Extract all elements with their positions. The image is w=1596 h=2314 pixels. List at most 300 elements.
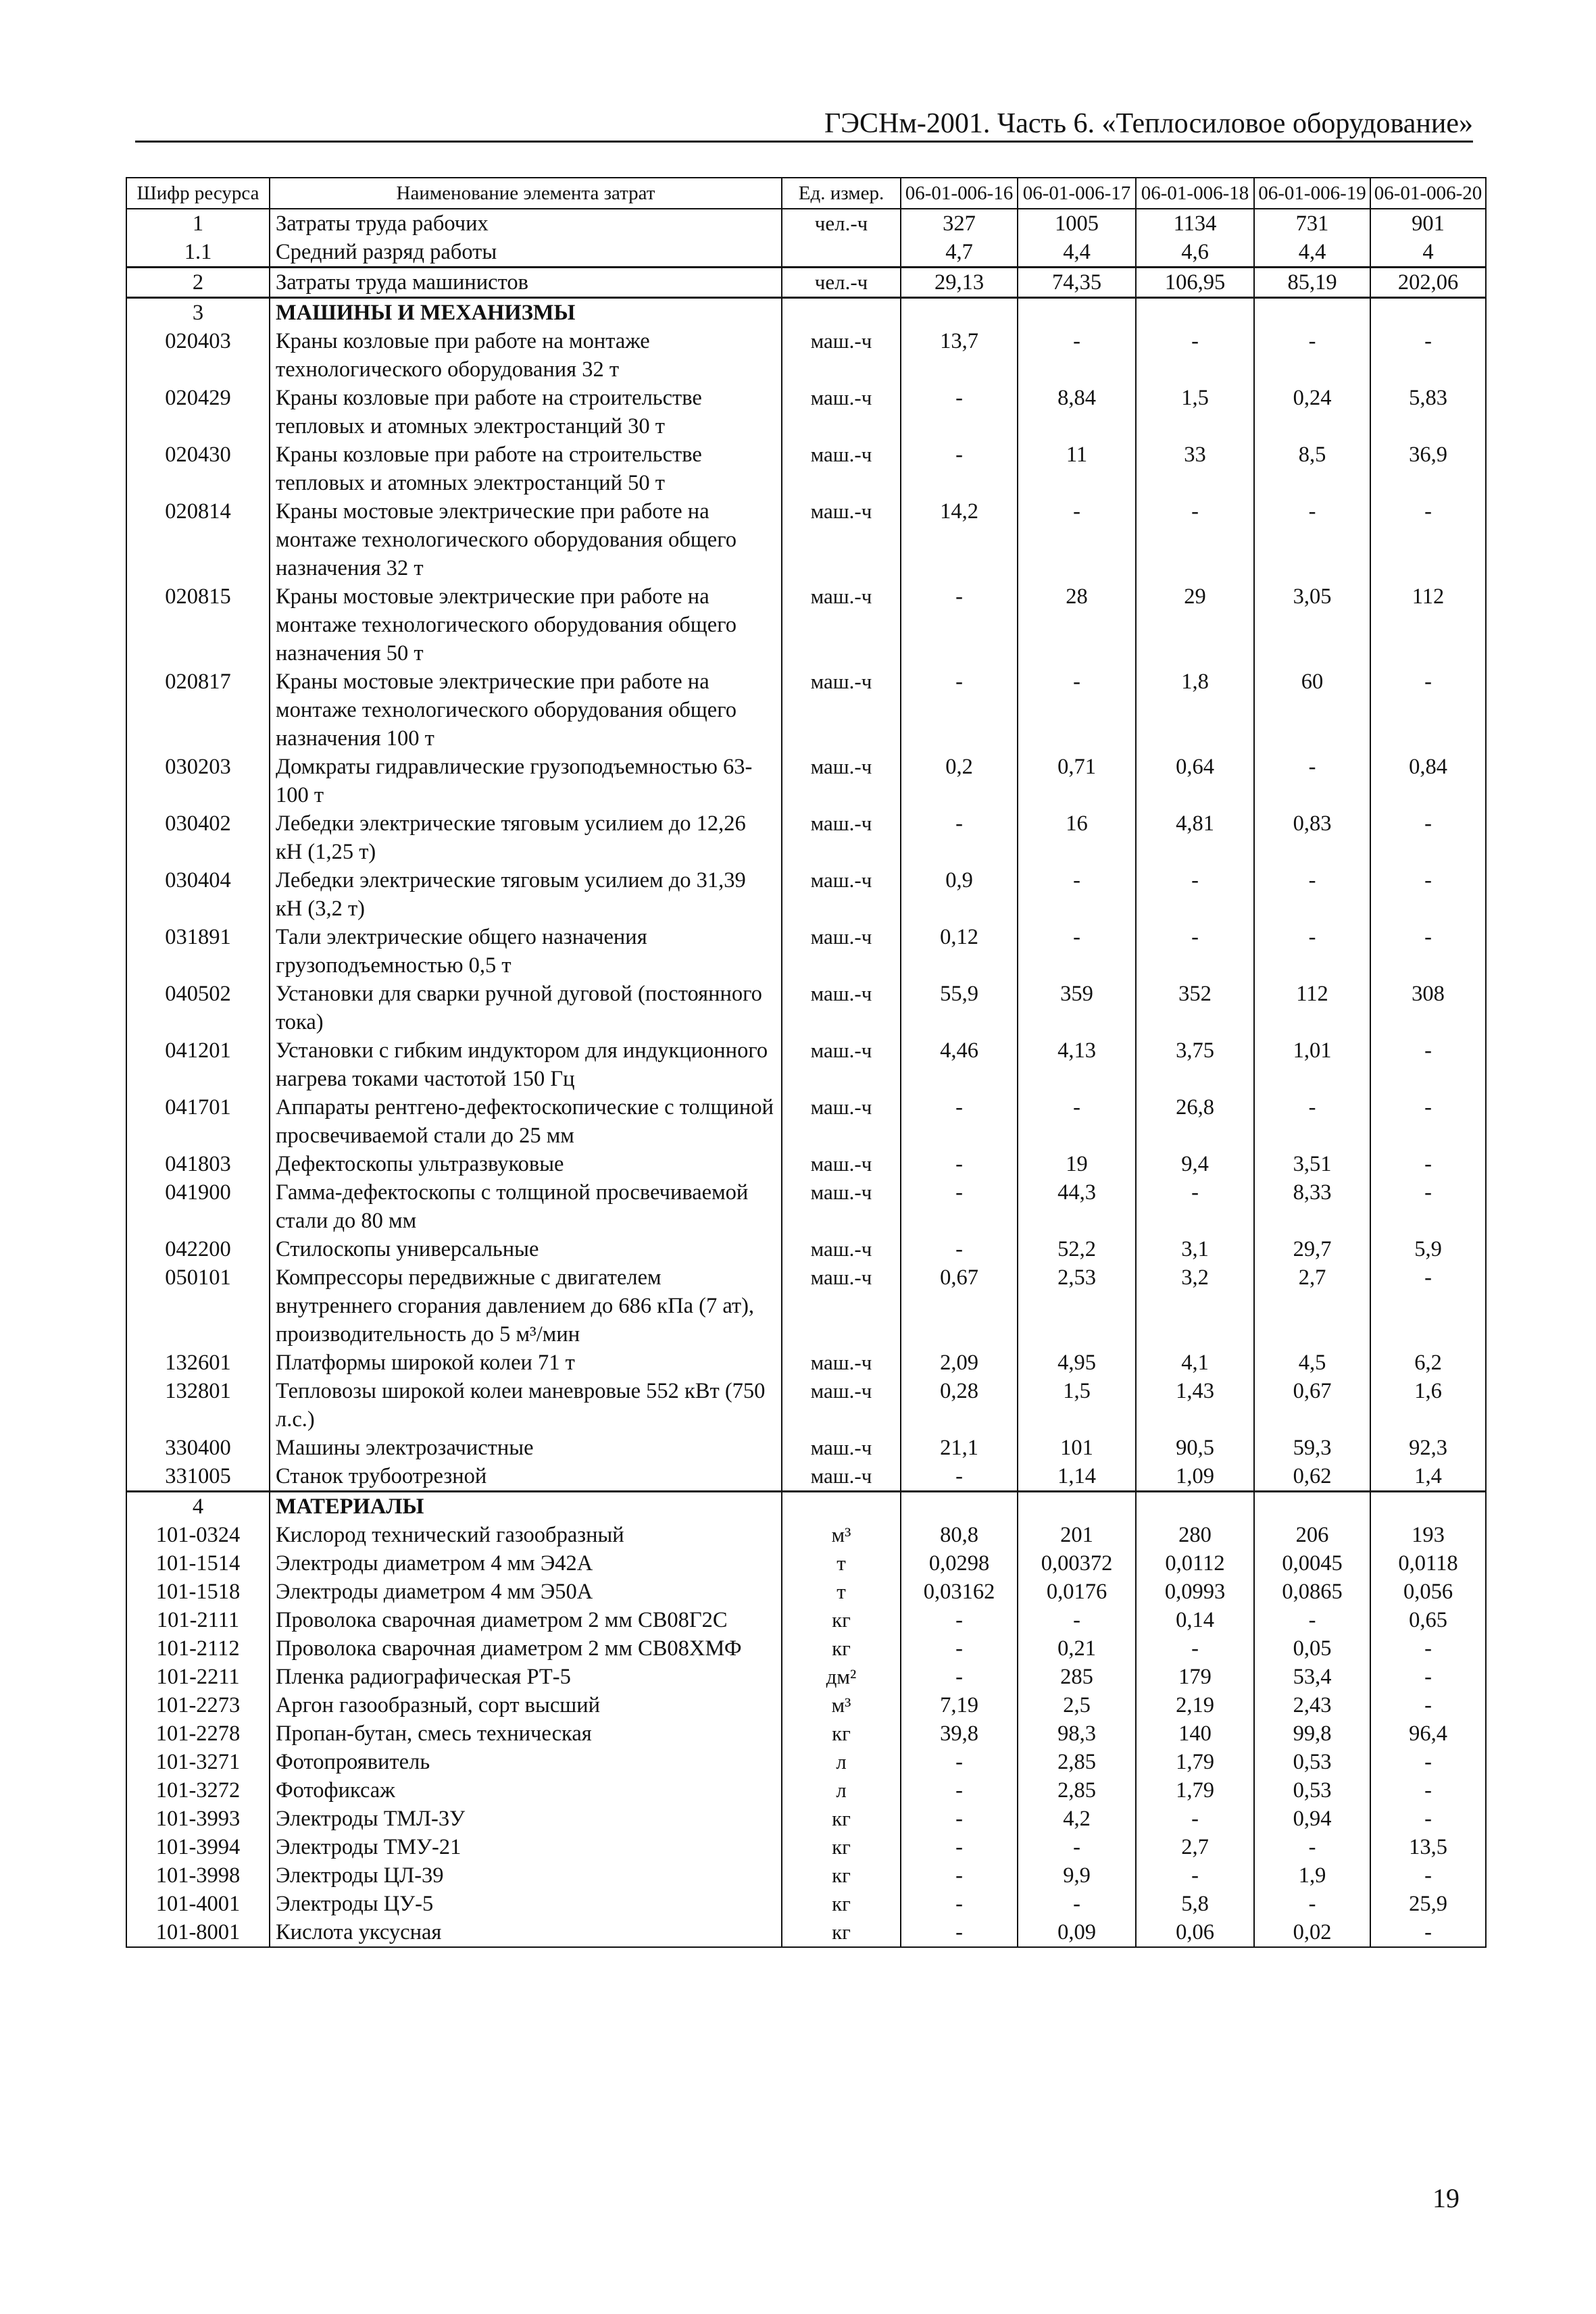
cell-unit: дм² — [782, 1663, 901, 1691]
cell-value: 5,83 — [1370, 384, 1486, 441]
table-row — [126, 1663, 1486, 1691]
page-number: 19 — [1432, 2183, 1460, 2213]
cell-code: 101-2273 — [126, 1691, 270, 1719]
table-row — [126, 1833, 1486, 1861]
cell-value: 193 — [1370, 1521, 1486, 1549]
cell-name: Фотопроявитель — [270, 1748, 782, 1776]
cell-unit: маш.-ч — [782, 1150, 901, 1178]
cell-value: - — [1018, 1606, 1136, 1634]
cell-value — [901, 1492, 1018, 1521]
cell-value: 90,5 — [1136, 1434, 1254, 1462]
table-row — [126, 268, 1486, 298]
cell-value: 0,056 — [1370, 1578, 1486, 1606]
cell-value: 4,2 — [1018, 1805, 1136, 1833]
cell-value: - — [1018, 327, 1136, 384]
cell-unit: кг — [782, 1918, 901, 1947]
table-row — [126, 1377, 1486, 1434]
cell-value: - — [901, 1805, 1018, 1833]
table-row — [126, 809, 1486, 866]
cell-value: 140 — [1136, 1719, 1254, 1748]
cell-value: - — [1254, 1890, 1370, 1918]
cell-value: - — [1370, 809, 1486, 866]
cell-code: 041803 — [126, 1150, 270, 1178]
cell-value: 0,9 — [901, 866, 1018, 923]
cell-name: Лебедки электрические тяговым усилием до 31,39 кН (3,2 т) — [270, 866, 782, 923]
cell-value: 2,43 — [1254, 1691, 1370, 1719]
table-row — [126, 866, 1486, 923]
cell-value: - — [1370, 1093, 1486, 1150]
cell-value: 0,0112 — [1136, 1549, 1254, 1578]
cell-unit: маш.-ч — [782, 980, 901, 1036]
cell-value: 0,09 — [1018, 1918, 1136, 1947]
cell-value: 0,00372 — [1018, 1549, 1136, 1578]
cell-code: 101-0324 — [126, 1521, 270, 1549]
cell-value: - — [901, 1890, 1018, 1918]
cell-value: - — [1018, 1833, 1136, 1861]
cell-value — [1136, 1492, 1254, 1521]
cell-value: 13,5 — [1370, 1833, 1486, 1861]
cell-value: 1,09 — [1136, 1462, 1254, 1492]
table-row — [126, 1549, 1486, 1578]
cell-value: - — [1018, 1890, 1136, 1918]
cell-value: - — [1254, 753, 1370, 809]
cell-value: - — [1254, 1606, 1370, 1634]
cell-value: 101 — [1018, 1434, 1136, 1462]
cell-value: 4,7 — [901, 238, 1018, 268]
cell-value: - — [1370, 1150, 1486, 1178]
cell-value: 106,95 — [1136, 268, 1254, 298]
cell-code: 030404 — [126, 866, 270, 923]
cell-value: 29,13 — [901, 268, 1018, 298]
cell-value: 1,14 — [1018, 1462, 1136, 1492]
cell-name: Установки с гибким индуктором для индукционного нагрева токами частотой 150 Гц — [270, 1036, 782, 1093]
cell-value: 0,0865 — [1254, 1578, 1370, 1606]
cell-code: 330400 — [126, 1434, 270, 1462]
table-row — [126, 497, 1486, 582]
cell-code: 101-3998 — [126, 1861, 270, 1890]
table-row — [126, 298, 1486, 328]
cell-value: 352 — [1136, 980, 1254, 1036]
cell-unit: л — [782, 1748, 901, 1776]
table-row — [126, 384, 1486, 441]
cell-value: 4,95 — [1018, 1349, 1136, 1377]
cell-value: 0,53 — [1254, 1748, 1370, 1776]
cell-unit: кг — [782, 1719, 901, 1748]
table-row — [126, 1093, 1486, 1150]
cell-value: 5,8 — [1136, 1890, 1254, 1918]
cell-value: 1,4 — [1370, 1462, 1486, 1492]
cell-value: 4,4 — [1254, 238, 1370, 268]
cell-name: Электроды ТМЛ-3У — [270, 1805, 782, 1833]
cell-code: 101-8001 — [126, 1918, 270, 1947]
cell-code: 050101 — [126, 1263, 270, 1349]
cell-code: 1.1 — [126, 238, 270, 268]
cell-value — [901, 298, 1018, 328]
cell-unit: маш.-ч — [782, 1263, 901, 1349]
cell-value: 0,14 — [1136, 1606, 1254, 1634]
cell-value: 8,5 — [1254, 441, 1370, 497]
table-row — [126, 1861, 1486, 1890]
cell-value: - — [1136, 327, 1254, 384]
cell-value: - — [1254, 1833, 1370, 1861]
cell-value: 55,9 — [901, 980, 1018, 1036]
cell-value: 0,65 — [1370, 1606, 1486, 1634]
page-header-title: ГЭСНм-2001. Часть 6. «Теплосиловое оборудование» — [824, 108, 1473, 139]
cell-value: 3,1 — [1136, 1235, 1254, 1263]
cell-value: 2,19 — [1136, 1691, 1254, 1719]
cell-code: 020429 — [126, 384, 270, 441]
cell-unit: кг — [782, 1606, 901, 1634]
cell-value: 29 — [1136, 582, 1254, 668]
header-col-3: 06-01-006-18 — [1136, 178, 1254, 209]
cell-code: 020814 — [126, 497, 270, 582]
cell-name: Тепловозы широкой колеи маневровые 552 кВт (750 л.с.) — [270, 1377, 782, 1434]
cell-value: 2,7 — [1136, 1833, 1254, 1861]
table-row — [126, 1634, 1486, 1663]
cell-value: 1,79 — [1136, 1748, 1254, 1776]
cell-value — [1370, 298, 1486, 328]
cell-value: - — [1370, 1748, 1486, 1776]
cell-value: 98,3 — [1018, 1719, 1136, 1748]
cell-name: Лебедки электрические тяговым усилием до 12,26 кН (1,25 т) — [270, 809, 782, 866]
cell-value: 36,9 — [1370, 441, 1486, 497]
cell-name: Электроды диаметром 4 мм Э50А — [270, 1578, 782, 1606]
cell-value: 0,83 — [1254, 809, 1370, 866]
cell-value: 3,2 — [1136, 1263, 1254, 1349]
cell-value: 0,05 — [1254, 1634, 1370, 1663]
header-unit: Ед. измер. — [782, 178, 901, 209]
cell-value: 92,3 — [1370, 1434, 1486, 1462]
cell-value: 60 — [1254, 668, 1370, 753]
table-row — [126, 1036, 1486, 1093]
cell-value: 112 — [1254, 980, 1370, 1036]
cell-name: Краны козловые при работе на строительстве тепловых и атомных электростанций 50 т — [270, 441, 782, 497]
cell-name: Электроды ТМУ-21 — [270, 1833, 782, 1861]
cell-value: 2,53 — [1018, 1263, 1136, 1349]
cell-value: 0,67 — [901, 1263, 1018, 1349]
cell-value: 0,0045 — [1254, 1549, 1370, 1578]
cell-value: 96,4 — [1370, 1719, 1486, 1748]
table-row — [126, 582, 1486, 668]
cell-value: - — [1018, 497, 1136, 582]
cell-value: 206 — [1254, 1521, 1370, 1549]
cell-value: 2,85 — [1018, 1748, 1136, 1776]
cell-value: - — [901, 1093, 1018, 1150]
cell-value: 308 — [1370, 980, 1486, 1036]
cell-name: Электроды ЦЛ-39 — [270, 1861, 782, 1890]
cell-unit: кг — [782, 1861, 901, 1890]
cell-value: 53,4 — [1254, 1663, 1370, 1691]
cell-unit: л — [782, 1776, 901, 1805]
cell-value — [1018, 298, 1136, 328]
cell-name: Кислота уксусная — [270, 1918, 782, 1947]
cell-value: 202,06 — [1370, 268, 1486, 298]
cell-value — [1136, 298, 1254, 328]
cell-value: 8,84 — [1018, 384, 1136, 441]
cell-value: 1,79 — [1136, 1776, 1254, 1805]
cell-name: Компрессоры передвижные с двигателем внутреннего сгорания давлением до 686 кПа (7 ат), производительность до 5 м³/мин — [270, 1263, 782, 1349]
cell-value: 0,21 — [1018, 1634, 1136, 1663]
table-row — [126, 1918, 1486, 1947]
cell-unit: маш.-ч — [782, 441, 901, 497]
cell-value: 0,64 — [1136, 753, 1254, 809]
cell-value: 280 — [1136, 1521, 1254, 1549]
table-row — [126, 238, 1486, 268]
cell-value: - — [1136, 1805, 1254, 1833]
cell-value: 1,5 — [1018, 1377, 1136, 1434]
cell-value: 26,8 — [1136, 1093, 1254, 1150]
cell-code: 4 — [126, 1492, 270, 1521]
table-row — [126, 1890, 1486, 1918]
cell-value: - — [901, 384, 1018, 441]
cell-value: 0,67 — [1254, 1377, 1370, 1434]
cell-unit: м³ — [782, 1521, 901, 1549]
cell-value: - — [1370, 1918, 1486, 1947]
table-row — [126, 1178, 1486, 1235]
cell-unit: маш.-ч — [782, 1349, 901, 1377]
cell-code: 132601 — [126, 1349, 270, 1377]
cell-name: Электроды диаметром 4 мм Э42А — [270, 1549, 782, 1578]
cell-value: 327 — [901, 209, 1018, 238]
cell-value: 0,03162 — [901, 1578, 1018, 1606]
cell-value: 52,2 — [1018, 1235, 1136, 1263]
cell-name: Краны козловые при работе на монтаже технологического оборудования 32 т — [270, 327, 782, 384]
cell-value — [1254, 1492, 1370, 1521]
cell-value: 6,2 — [1370, 1349, 1486, 1377]
cell-unit: маш.-ч — [782, 1434, 901, 1462]
cell-value: - — [1370, 1036, 1486, 1093]
cell-code: 101-2278 — [126, 1719, 270, 1748]
cell-value: 14,2 — [901, 497, 1018, 582]
cell-name: Пленка радиографическая РТ-5 — [270, 1663, 782, 1691]
cell-unit — [782, 238, 901, 268]
cell-value: 1,8 — [1136, 668, 1254, 753]
cell-code: 101-2111 — [126, 1606, 270, 1634]
cell-value: 25,9 — [1370, 1890, 1486, 1918]
cell-value: - — [1370, 327, 1486, 384]
cell-value: 9,4 — [1136, 1150, 1254, 1178]
cell-unit: маш.-ч — [782, 1235, 901, 1263]
cell-value: 0,2 — [901, 753, 1018, 809]
cell-value: - — [901, 1178, 1018, 1235]
cell-code: 020817 — [126, 668, 270, 753]
cell-value: 19 — [1018, 1150, 1136, 1178]
cell-value: - — [901, 1861, 1018, 1890]
cell-value: 8,33 — [1254, 1178, 1370, 1235]
cell-value: 2,7 — [1254, 1263, 1370, 1349]
cell-code: 101-2211 — [126, 1663, 270, 1691]
cell-value: 359 — [1018, 980, 1136, 1036]
cell-code: 101-3994 — [126, 1833, 270, 1861]
cell-value: 2,85 — [1018, 1776, 1136, 1805]
cell-unit — [782, 298, 901, 328]
cell-code: 1 — [126, 209, 270, 238]
cell-value: 4,13 — [1018, 1036, 1136, 1093]
cell-value: 1,5 — [1136, 384, 1254, 441]
cell-value: 39,8 — [901, 1719, 1018, 1748]
cell-code: 020815 — [126, 582, 270, 668]
cell-value: - — [901, 1918, 1018, 1947]
cell-value: - — [1136, 923, 1254, 980]
cell-value: - — [1370, 668, 1486, 753]
table-header-row — [126, 178, 1486, 209]
cell-value: 4,4 — [1018, 238, 1136, 268]
cell-name: Пропан-бутан, смесь техническая — [270, 1719, 782, 1748]
cell-value — [1018, 1492, 1136, 1521]
cell-name: Проволока сварочная диаметром 2 мм СВ08ХМФ — [270, 1634, 782, 1663]
cell-value: - — [1370, 1776, 1486, 1805]
cell-value: 80,8 — [901, 1521, 1018, 1549]
cell-code: 101-2112 — [126, 1634, 270, 1663]
cell-code: 020430 — [126, 441, 270, 497]
cell-code: 101-1514 — [126, 1549, 270, 1578]
cell-value: 0,84 — [1370, 753, 1486, 809]
cell-code: 020403 — [126, 327, 270, 384]
cell-value: - — [901, 1833, 1018, 1861]
table-row — [126, 668, 1486, 753]
cell-value: - — [1018, 1093, 1136, 1150]
cell-unit: т — [782, 1549, 901, 1578]
table-row — [126, 1805, 1486, 1833]
table-row — [126, 1492, 1486, 1521]
cell-unit: маш.-ч — [782, 1093, 901, 1150]
cell-value: 4,81 — [1136, 809, 1254, 866]
cell-value: 0,0118 — [1370, 1549, 1486, 1578]
table-row — [126, 753, 1486, 809]
cell-value: 0,0298 — [901, 1549, 1018, 1578]
cell-code: 041701 — [126, 1093, 270, 1150]
cell-name: МАШИНЫ И МЕХАНИЗМЫ — [270, 298, 782, 328]
cell-name: Затраты труда рабочих — [270, 209, 782, 238]
cell-value: - — [1254, 1093, 1370, 1150]
cell-name: Стилоскопы универсальные — [270, 1235, 782, 1263]
table-row — [126, 1349, 1486, 1377]
cell-value — [1254, 298, 1370, 328]
cell-value: 4,6 — [1136, 238, 1254, 268]
cell-name: Краны мостовые электрические при работе на монтаже технологического оборудования общего назначения 100 т — [270, 668, 782, 753]
table-row — [126, 1462, 1486, 1492]
cell-code: 101-3271 — [126, 1748, 270, 1776]
table-row — [126, 1719, 1486, 1748]
cell-name: Аппараты рентгено-дефектоскопические с толщиной просвечиваемой стали до 25 мм — [270, 1093, 782, 1150]
cell-unit: чел.-ч — [782, 209, 901, 238]
table-row — [126, 1521, 1486, 1549]
cell-unit: кг — [782, 1833, 901, 1861]
cell-value: - — [1254, 497, 1370, 582]
cell-name: Краны мостовые электрические при работе на монтаже технологического оборудования общего назначения 32 т — [270, 497, 782, 582]
cell-value: 3,51 — [1254, 1150, 1370, 1178]
table-row — [126, 1263, 1486, 1349]
cell-value — [1370, 1492, 1486, 1521]
cell-unit: кг — [782, 1634, 901, 1663]
cell-unit: т — [782, 1578, 901, 1606]
table-row — [126, 1776, 1486, 1805]
cell-value: 9,9 — [1018, 1861, 1136, 1890]
cell-value: 2,09 — [901, 1349, 1018, 1377]
cell-unit: чел.-ч — [782, 268, 901, 298]
cell-unit — [782, 1492, 901, 1521]
cell-name: Тали электрические общего назначения грузоподъемностью 0,5 т — [270, 923, 782, 980]
cell-unit: маш.-ч — [782, 1178, 901, 1235]
cell-name: Платформы широкой колеи 71 т — [270, 1349, 782, 1377]
table-row — [126, 980, 1486, 1036]
cell-value: 3,05 — [1254, 582, 1370, 668]
cell-value: - — [901, 1235, 1018, 1263]
cell-code: 031891 — [126, 923, 270, 980]
cell-code: 331005 — [126, 1462, 270, 1492]
cell-value: - — [1254, 327, 1370, 384]
cell-name: Домкраты гидравлические грузоподъемностью 63-100 т — [270, 753, 782, 809]
cell-unit: маш.-ч — [782, 1036, 901, 1093]
table-row — [126, 1748, 1486, 1776]
cell-value: - — [901, 1776, 1018, 1805]
table-row — [126, 1606, 1486, 1634]
table-row — [126, 327, 1486, 384]
cell-name: Кислород технический газообразный — [270, 1521, 782, 1549]
cell-value: 4,5 — [1254, 1349, 1370, 1377]
cell-value: 33 — [1136, 441, 1254, 497]
cell-name: Затраты труда машинистов — [270, 268, 782, 298]
cell-unit: м³ — [782, 1691, 901, 1719]
cell-value: - — [1136, 1178, 1254, 1235]
cell-value: 4,1 — [1136, 1349, 1254, 1377]
cell-code: 040502 — [126, 980, 270, 1036]
cell-unit: маш.-ч — [782, 1462, 901, 1492]
cell-value: - — [1136, 866, 1254, 923]
table-body — [126, 209, 1486, 1947]
cell-unit: маш.-ч — [782, 1377, 901, 1434]
cell-value: 44,3 — [1018, 1178, 1136, 1235]
header-code: Шифр ресурса — [126, 178, 270, 209]
cell-name: Аргон газообразный, сорт высший — [270, 1691, 782, 1719]
cell-value: 0,62 — [1254, 1462, 1370, 1492]
cell-value: - — [1370, 1634, 1486, 1663]
cell-code: 041201 — [126, 1036, 270, 1093]
header-col-5: 06-01-006-20 — [1370, 178, 1486, 209]
cell-unit: маш.-ч — [782, 497, 901, 582]
cell-value: - — [901, 1748, 1018, 1776]
cell-value: 7,19 — [901, 1691, 1018, 1719]
cell-value: 4,46 — [901, 1036, 1018, 1093]
cell-name: Краны мостовые электрические при работе на монтаже технологического оборудования общего назначения 50 т — [270, 582, 782, 668]
cell-value: - — [1136, 497, 1254, 582]
cell-value: - — [901, 668, 1018, 753]
cell-value: - — [901, 1150, 1018, 1178]
cell-value: 1,43 — [1136, 1377, 1254, 1434]
cell-value: - — [1370, 1263, 1486, 1349]
cell-code: 101-3993 — [126, 1805, 270, 1833]
cell-value: 1,6 — [1370, 1377, 1486, 1434]
cell-unit: кг — [782, 1805, 901, 1833]
cell-value: - — [1254, 923, 1370, 980]
cell-name: Фотофиксаж — [270, 1776, 782, 1805]
cell-value: 179 — [1136, 1663, 1254, 1691]
table-row — [126, 209, 1486, 238]
header-divider — [135, 141, 1473, 143]
cell-unit: маш.-ч — [782, 753, 901, 809]
cell-name: Станок трубоотрезной — [270, 1462, 782, 1492]
cell-value: - — [1370, 1861, 1486, 1890]
table-row — [126, 1691, 1486, 1719]
cell-value: 85,19 — [1254, 268, 1370, 298]
cell-value: - — [901, 1462, 1018, 1492]
cell-unit: маш.-ч — [782, 668, 901, 753]
header-col-4: 06-01-006-19 — [1254, 178, 1370, 209]
cell-value: 3,75 — [1136, 1036, 1254, 1093]
cell-unit: маш.-ч — [782, 327, 901, 384]
table-row — [126, 1578, 1486, 1606]
cell-value: 59,3 — [1254, 1434, 1370, 1462]
